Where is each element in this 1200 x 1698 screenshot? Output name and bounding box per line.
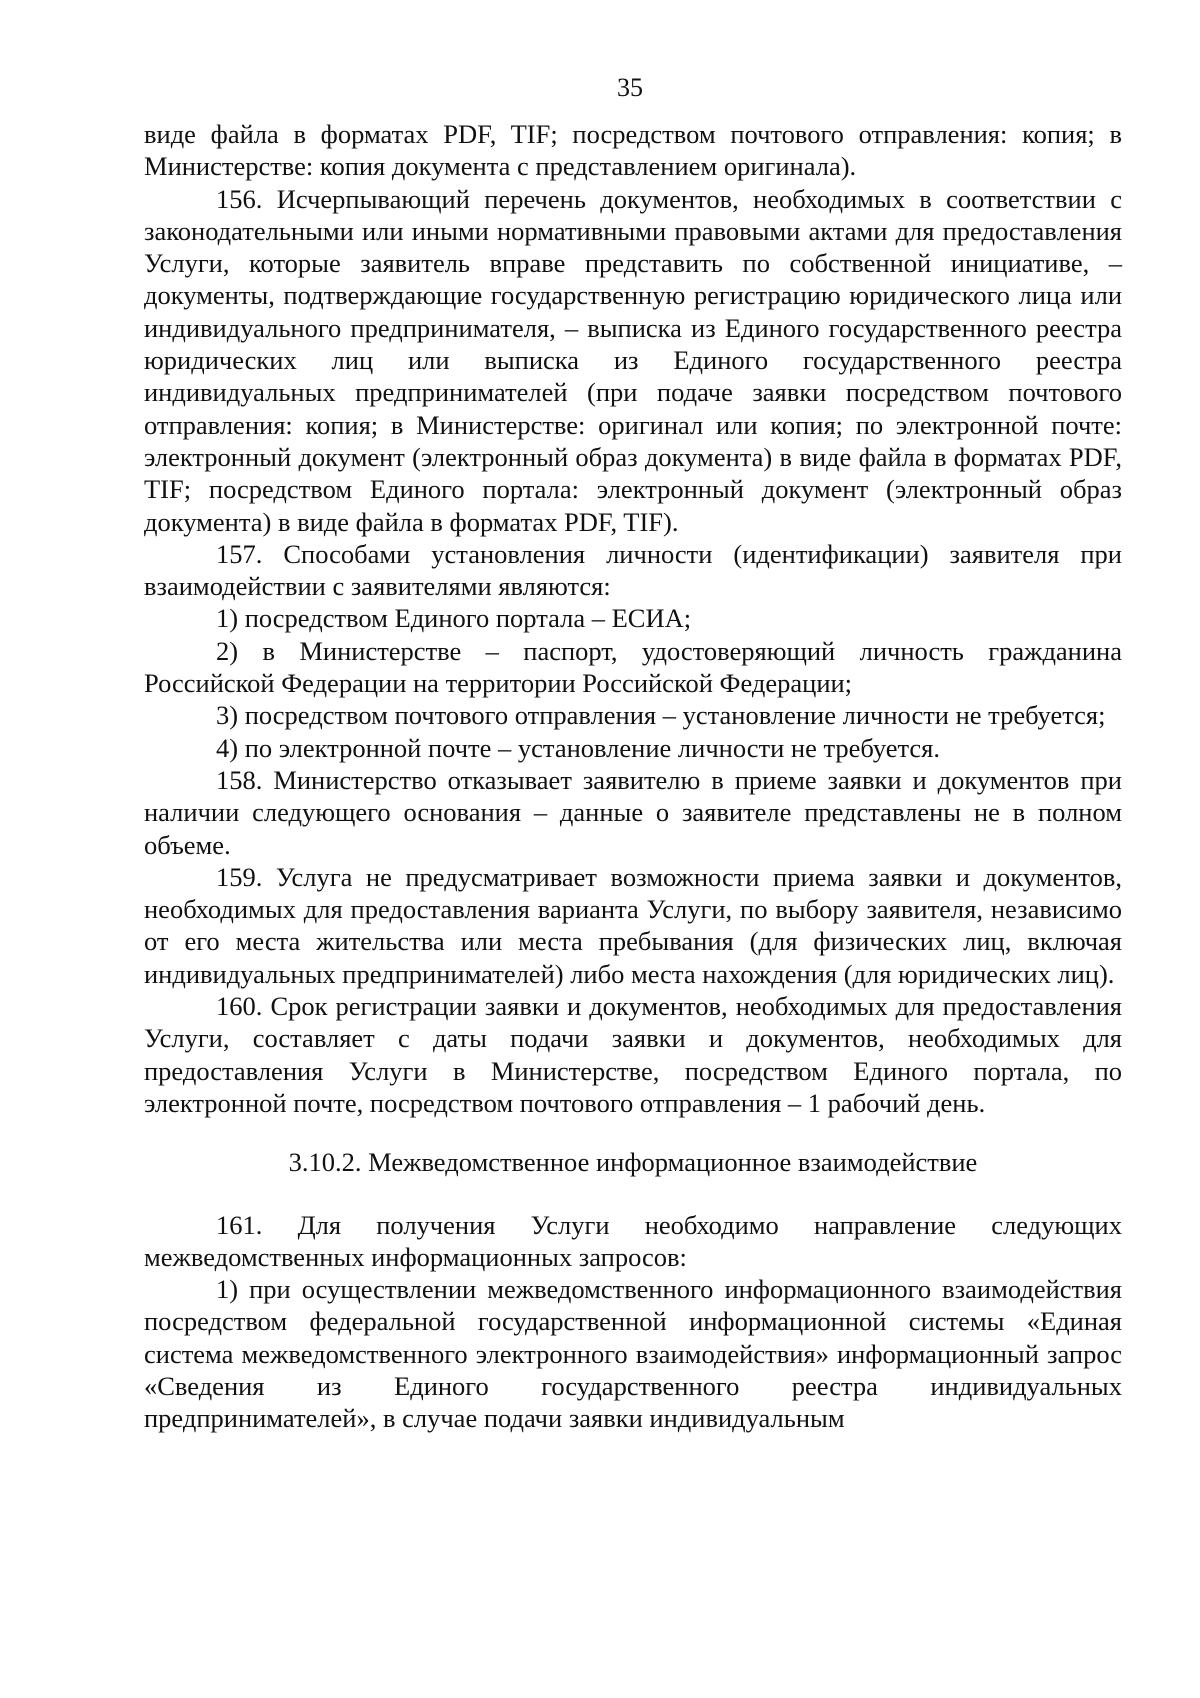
list-item-157-1: 1) посредством Единого портала – ЕСИА; xyxy=(216,603,692,634)
list-item-157-4: 4) по электронной почте – установление личности не требуется. xyxy=(216,732,940,763)
paragraph-157: 157. Способами установления личности (идентификации) заявителя при взаимодействии с заявителями являются: xyxy=(144,538,1122,602)
paragraph-156: 156. Исчерпывающий перечень документов, необходимых в соответствии с законодательными или иными нормативными правовыми актами для предоставления Услуги, которые заявитель вправе представить по собственной инициативе, – документы, подтверждающие государственную регистрацию юридического лица или индивидуального предпринимателя, – выписка из Единого государственного реестра юридических лиц или выписка из Единого государственного реестра индивидуальных предпринимателей (при подаче заявки посредством почтового отправления: копия; в Министерстве: оригинал или копия; по электронной почте: электронный документ (электронный образ документа) в виде файла в форматах PDF, TIF; посредством Единого портала: электронный документ (электронный образ документа) в виде файла в форматах PDF, TIF). xyxy=(144,183,1122,537)
section-heading: 3.10.2. Межведомственное информационное взаимодействие xyxy=(288,1147,978,1178)
paragraph-161: 161. Для получения Услуги необходимо направление следующих межведомственных информационных запросов: xyxy=(144,1209,1122,1272)
document-body xyxy=(144,118,1122,1435)
list-item-161-1: 1) при осуществлении межведомственного информационного взаимодействия посредством федеральной государственной информационной системы «Единая система межведомственного электронного взаимодействия» информационный запрос «Сведения из Единого государственного реестра индивидуальных предпринимателей», в случае подачи заявки индивидуальным xyxy=(144,1274,1122,1434)
list-item-157-2: 2) в Министерстве – паспорт, удостоверяющий личность гражданина Российской Федерации на территории Российской Федерации; xyxy=(144,635,1122,699)
list-item-157-3: 3) посредством почтового отправления – установление личности не требуется; xyxy=(216,700,1106,731)
paragraph-158: 158. Министерство отказывает заявителю в приеме заявки и документов при наличии следующего основания – данные о заявителе представлены не в полном объеме. xyxy=(144,764,1122,860)
paragraph-159: 159. Услуга не предусматривает возможности приема заявки и документов, необходимых для предоставления варианта Услуги, по выбору заявителя, независимо от его места жительства или места пребывания (для физических лиц, включая индивидуальных предпринимателей) либо места нахождения (для юридических лиц). xyxy=(144,861,1122,989)
paragraph-160: 160. Срок регистрации заявки и документов, необходимых для предоставления Услуги, составляет с даты подачи заявки и документов, необходимых для предоставления Услуги в Министерстве, посредством Единого портала, по электронной почте, посредством почтового отправления – 1 рабочий день. xyxy=(144,991,1122,1118)
page-number: 35 xyxy=(617,73,643,102)
paragraph-continuation: виде файла в форматах PDF, TIF; посредством почтового отправления: копия; в Министерстве: копия документа с представлением оригинала). xyxy=(144,119,1122,182)
